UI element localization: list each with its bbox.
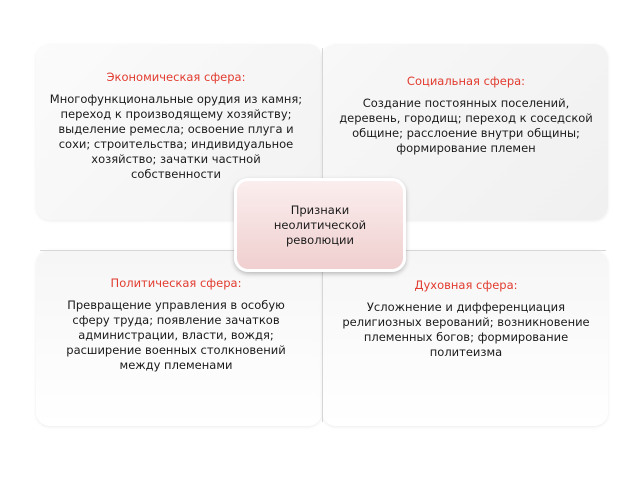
spiritual-sphere-block	[338, 278, 594, 360]
center-title: Признаки неолитической революции	[273, 202, 367, 247]
political-sphere-heading: Политическая сфера:	[110, 276, 242, 290]
political-sphere-text: Превращение управления в особую сферу труда; появление зачатков администрации, власти, вождя; расширение военных столкновений между племенами	[66, 298, 286, 372]
economic-sphere-block	[48, 70, 304, 182]
economic-sphere-heading: Экономическая сфера:	[106, 70, 246, 84]
center-title-box	[234, 178, 406, 272]
spiritual-sphere-text: Усложнение и дифференциация религиозных верований; возникновение племенных богов; формирование политеизма	[342, 300, 590, 359]
social-sphere-heading: Социальная сфера:	[406, 74, 526, 88]
spiritual-sphere-heading: Духовная сфера:	[414, 278, 518, 292]
economic-sphere-text: Многофункциональные орудия из камня; переход к производящему хозяйству; выделение ремесла; освоение плуга и сохи; строительства; индивидуальное хозяйство; зачатки частной собственности	[49, 92, 303, 181]
social-sphere-text: Создание постоянных поселений, деревень, городищ; переход к соседской общине; расслоение внутри общины; формирование племен	[339, 96, 593, 155]
political-sphere-block	[48, 276, 304, 373]
social-sphere-block	[338, 74, 594, 156]
